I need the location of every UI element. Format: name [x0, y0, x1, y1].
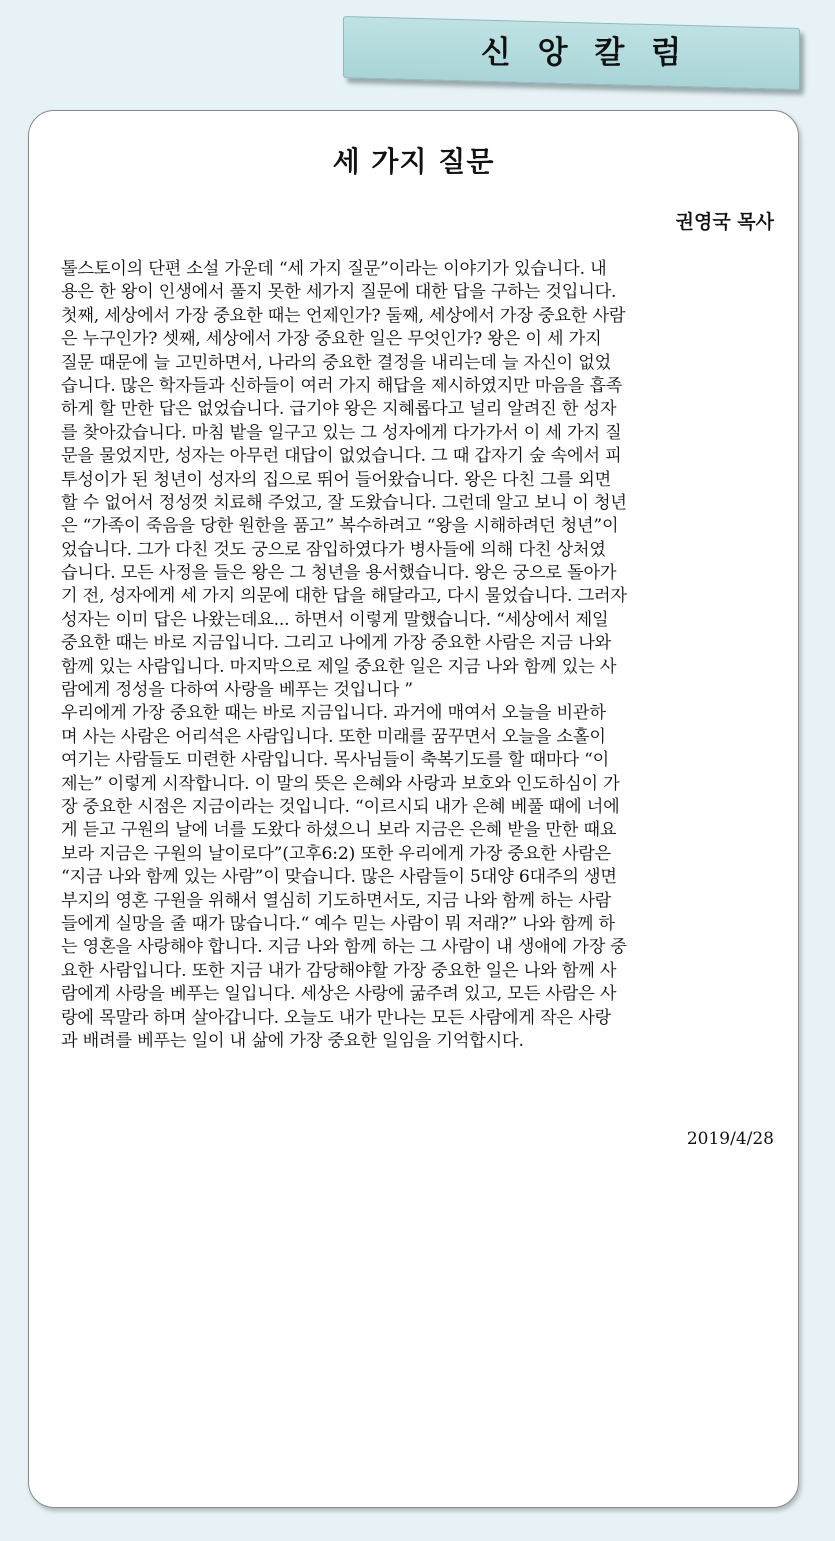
- body-line: 용은 한 왕이 인생에서 풀지 못한 세가지 질문에 대한 답을 구하는 것입니다.: [61, 282, 617, 303]
- article-title: 세 가지 질문: [332, 145, 495, 178]
- body-line: 람에게 정성을 다하여 사랑을 베푸는 것입니다 ”: [61, 680, 413, 701]
- body-line: 투성이가 된 청년이 성자의 집으로 뛰어 들어왔습니다. 왕은 다친 그를 외면: [61, 469, 611, 490]
- body-line: 습니다. 많은 학자들과 신하들이 여러 가지 해답을 제시하였지만 마음을 흡족: [61, 375, 623, 396]
- body-line: 성자는 이미 답은 나왔는데요... 하면서 이렇게 말했습니다. “세상에서 제일: [61, 609, 609, 630]
- body-line: 과 배려를 베푸는 일이 내 삶에 가장 중요한 일임을 기억합시다.: [61, 1030, 524, 1051]
- article-author: 권영국 목사: [675, 211, 774, 233]
- body-line: 할 수 없어서 정성껏 치료해 주었고, 잘 도왔습니다. 그런데 알고 보니 이 청년: [61, 492, 627, 513]
- body-line: 는 영혼을 사랑해야 합니다. 지금 나와 함께 하는 그 사람이 내 생애에 가장 중: [61, 937, 627, 958]
- body-line: 게 듣고 구원의 날에 너를 도왔다 하셨으니 보라 지금은 은혜 받을 만한 때요: [61, 820, 617, 841]
- body-line: 부지의 영혼 구원을 위해서 열심히 기도하면서도, 지금 나와 함께 하는 사람: [61, 890, 611, 911]
- body-line: 은 누구인가? 셋째, 세상에서 가장 중요한 일은 무엇인가? 왕은 이 세 가지: [61, 329, 602, 350]
- article-body: [61, 258, 775, 1053]
- body-line: 톨스토이의 단편 소설 가운데 “세 가지 질문”이라는 이야기가 있습니다. 내: [61, 259, 607, 279]
- body-line: 은 “가족이 죽음을 당한 원한을 품고” 복수하려고 “왕을 시해하려던 청년”이: [61, 516, 619, 537]
- article-date: 2019/4/28: [686, 1129, 774, 1149]
- body-line: 었습니다. 그가 다친 것도 궁으로 잠입하였다가 병사들에 의해 다친 상처였: [61, 539, 606, 560]
- body-line: 를 찾아갔습니다. 마침 밭을 일구고 있는 그 성자에게 다가가서 이 세 가지 질: [61, 422, 622, 443]
- body-line: 우리에게 가장 중요한 때는 바로 지금입니다. 과거에 매여서 오늘을 비관하: [61, 703, 606, 724]
- body-line: 질문 때문에 늘 고민하면서, 나라의 중요한 결정을 내리는데 늘 자신이 없었: [61, 352, 611, 373]
- body-line: 습니다. 모든 사정을 들은 왕은 그 청년을 용서했습니다. 왕은 궁으로 돌아가: [61, 563, 617, 584]
- body-line: 랑에 목말라 하며 살아갑니다. 오늘도 내가 만나는 모든 사람에게 작은 사랑: [61, 1007, 611, 1028]
- body-line: 람에게 사랑을 베푸는 일입니다. 세상은 사랑에 굶주려 있고, 모든 사람은 사: [61, 984, 617, 1005]
- body-line: “지금 나와 함께 있는 사람”이 맞습니다. 많은 사람들이 5대양 6대주의 생면: [61, 867, 617, 888]
- body-line: 제는” 이렇게 시작합니다. 이 말의 뜻은 은혜와 사랑과 보호와 인도하심이 가: [61, 773, 620, 794]
- body-line: 함께 있는 사람입니다. 마지막으로 제일 중요한 일은 지금 나와 함께 있는 사: [61, 656, 617, 677]
- body-line: 기 전, 성자에게 세 가지 의문에 대한 답을 해달라고, 다시 물었습니다. 그러자: [61, 586, 627, 607]
- body-line: 며 사는 사람은 어리석은 사람입니다. 또한 미래를 꿈꾸면서 오늘을 소홀이: [61, 726, 606, 747]
- body-line: 장 중요한 시점은 지금이라는 것입니다. “이르시되 내가 은혜 베풀 때에 너에: [61, 796, 620, 817]
- column-label: 신 앙 칼 럼: [480, 35, 690, 71]
- body-line: 문을 물었지만, 성자는 아무런 대답이 없었습니다. 그 때 갑자기 숲 속에서 피: [61, 446, 622, 467]
- body-line: 요한 사람입니다. 또한 지금 내가 감당해야할 가장 중요한 일은 나와 함께 사: [61, 960, 617, 981]
- body-line: 중요한 때는 바로 지금입니다. 그리고 나에게 가장 중요한 사람은 지금 나와: [61, 633, 611, 654]
- body-line: 보라 지금은 구원의 날이로다”(고후6:2) 또한 우리에게 가장 중요한 사람은: [61, 843, 612, 864]
- body-line: 여기는 사람들도 미련한 사람입니다. 목사님들이 축복기도를 할 때마다 “이: [61, 750, 610, 771]
- body-line: 들에게 실망을 줄 때가 많습니다.“ 예수 믿는 사람이 뭐 저래?” 나와 함께 하: [61, 913, 615, 934]
- body-line: 하게 할 만한 답은 없었습니다. 급기야 왕은 지혜롭다고 널리 알려진 한 성자: [61, 399, 617, 420]
- body-line: 첫째, 세상에서 가장 중요한 때는 언제인가? 둘째, 세상에서 가장 중요한 사람: [61, 305, 626, 326]
